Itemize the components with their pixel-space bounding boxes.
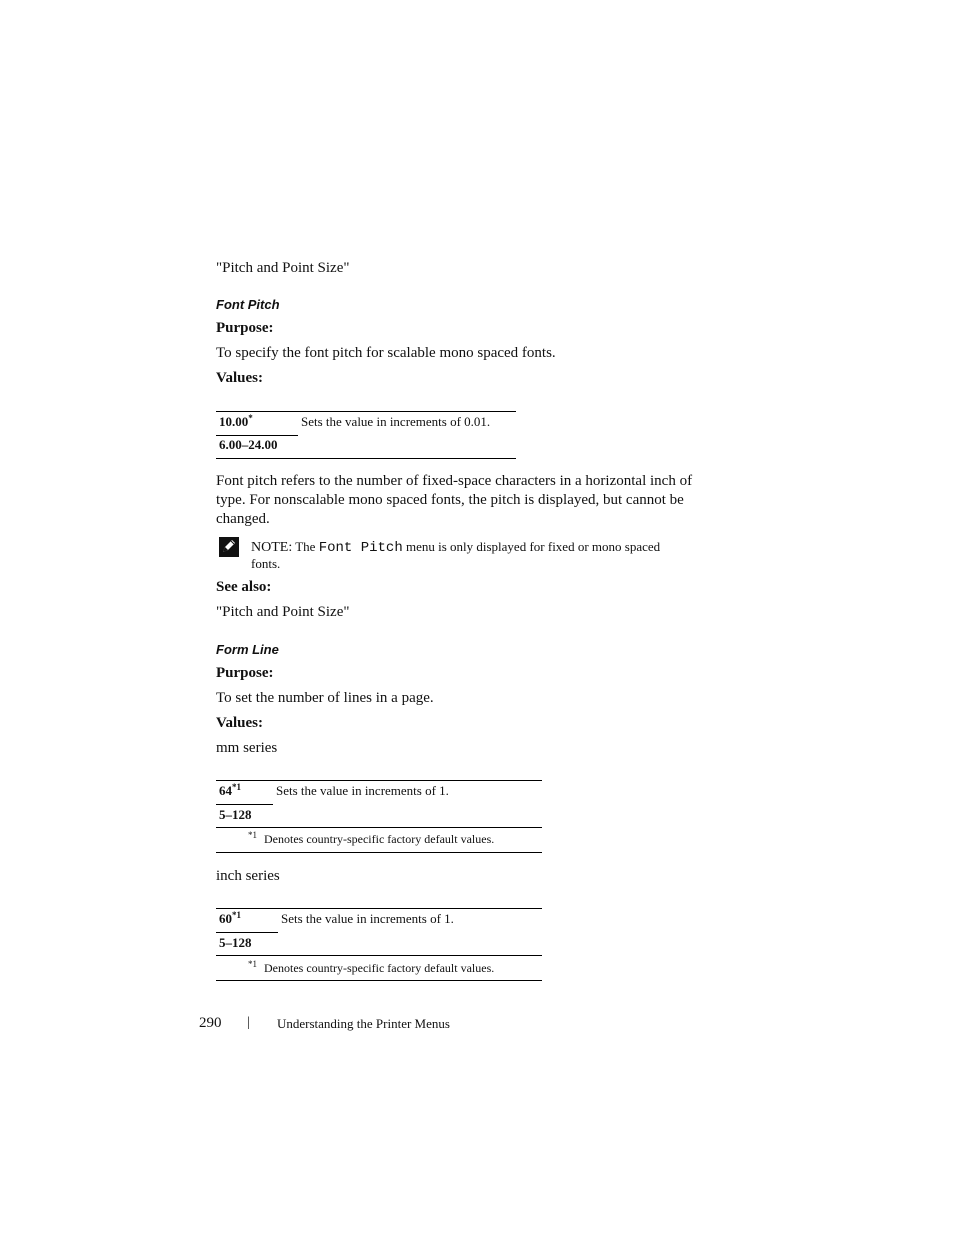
note-pencil-icon (219, 537, 239, 557)
table-cell-default-value (219, 911, 241, 927)
table-top-rule (216, 780, 542, 781)
table-footnote (248, 961, 494, 976)
form-line-values-label: Values: (216, 715, 263, 731)
see-also-reference: "Pitch and Point Size" (216, 604, 350, 620)
footnote-marker: *1 (248, 959, 257, 969)
default-value: 64 (219, 783, 232, 798)
table-bottom-rule (216, 852, 542, 853)
table-row-rule (216, 804, 273, 805)
default-value: 60 (219, 911, 232, 926)
table-footnote (248, 832, 494, 847)
footer-section-title: Understanding the Printer Menus (277, 1016, 450, 1031)
form-line-purpose-label: Purpose: (216, 665, 274, 681)
footnote-marker: *1 (248, 830, 257, 840)
see-also-label: See also: (216, 579, 272, 595)
table-footnote-rule (216, 955, 542, 956)
table-cell-default-value (219, 414, 253, 430)
table-cell-description: Sets the value in increments of 0.01. (301, 414, 491, 429)
font-pitch-values-label: Values: (216, 370, 263, 386)
table-row-rule (216, 932, 278, 933)
table-cell-range: 6.00–24.00 (219, 437, 278, 452)
top-reference: "Pitch and Point Size" (216, 260, 350, 276)
inch-series-label: inch series (216, 868, 280, 884)
footer-separator: | (247, 1015, 250, 1030)
table-top-rule (216, 908, 542, 909)
table-row-rule (216, 435, 298, 436)
table-cell-range: 5–128 (219, 935, 252, 950)
form-line-heading: Form Line (216, 642, 279, 657)
table-cell-description: Sets the value in increments of 1. (281, 911, 454, 926)
form-line-purpose-text: To set the number of lines in a page. (216, 690, 434, 706)
note-code-menu-name: Font Pitch (318, 540, 403, 556)
font-pitch-paragraph-line-1: Font pitch refers to the number of fixed-space characters in a horizontal inch of (216, 473, 693, 489)
table-top-rule (216, 411, 516, 412)
default-marker: *1 (232, 910, 241, 920)
page-number: 290 (199, 1015, 222, 1031)
note-text-line-2: fonts. (251, 556, 281, 571)
font-pitch-paragraph-line-2: type. For nonscalable mono spaced fonts, the pitch is displayed, but cannot be (216, 492, 684, 508)
font-pitch-paragraph-line-3: changed. (216, 511, 270, 527)
font-pitch-heading: Font Pitch (216, 297, 280, 312)
table-cell-range: 5–128 (219, 807, 252, 822)
default-marker: * (248, 413, 253, 423)
table-bottom-rule (216, 458, 516, 459)
table-cell-description: Sets the value in increments of 1. (276, 783, 449, 798)
note-pre: The (292, 539, 319, 554)
font-pitch-purpose-text: To specify the font pitch for scalable mono spaced fonts. (216, 345, 556, 361)
note-text-line-1 (251, 538, 660, 557)
note-post: menu is only displayed for fixed or mono spaced (402, 539, 661, 554)
mm-series-label: mm series (216, 740, 278, 756)
table-bottom-rule (216, 980, 542, 981)
footnote-text: Denotes country-specific factory default values. (264, 961, 495, 975)
footnote-text: Denotes country-specific factory default values. (264, 832, 495, 846)
table-footnote-rule (216, 827, 542, 828)
default-value: 10.00 (219, 414, 249, 429)
note-label: NOTE: (251, 540, 293, 555)
table-cell-default-value (219, 783, 241, 799)
font-pitch-purpose-label: Purpose: (216, 320, 274, 336)
default-marker: *1 (232, 782, 241, 792)
